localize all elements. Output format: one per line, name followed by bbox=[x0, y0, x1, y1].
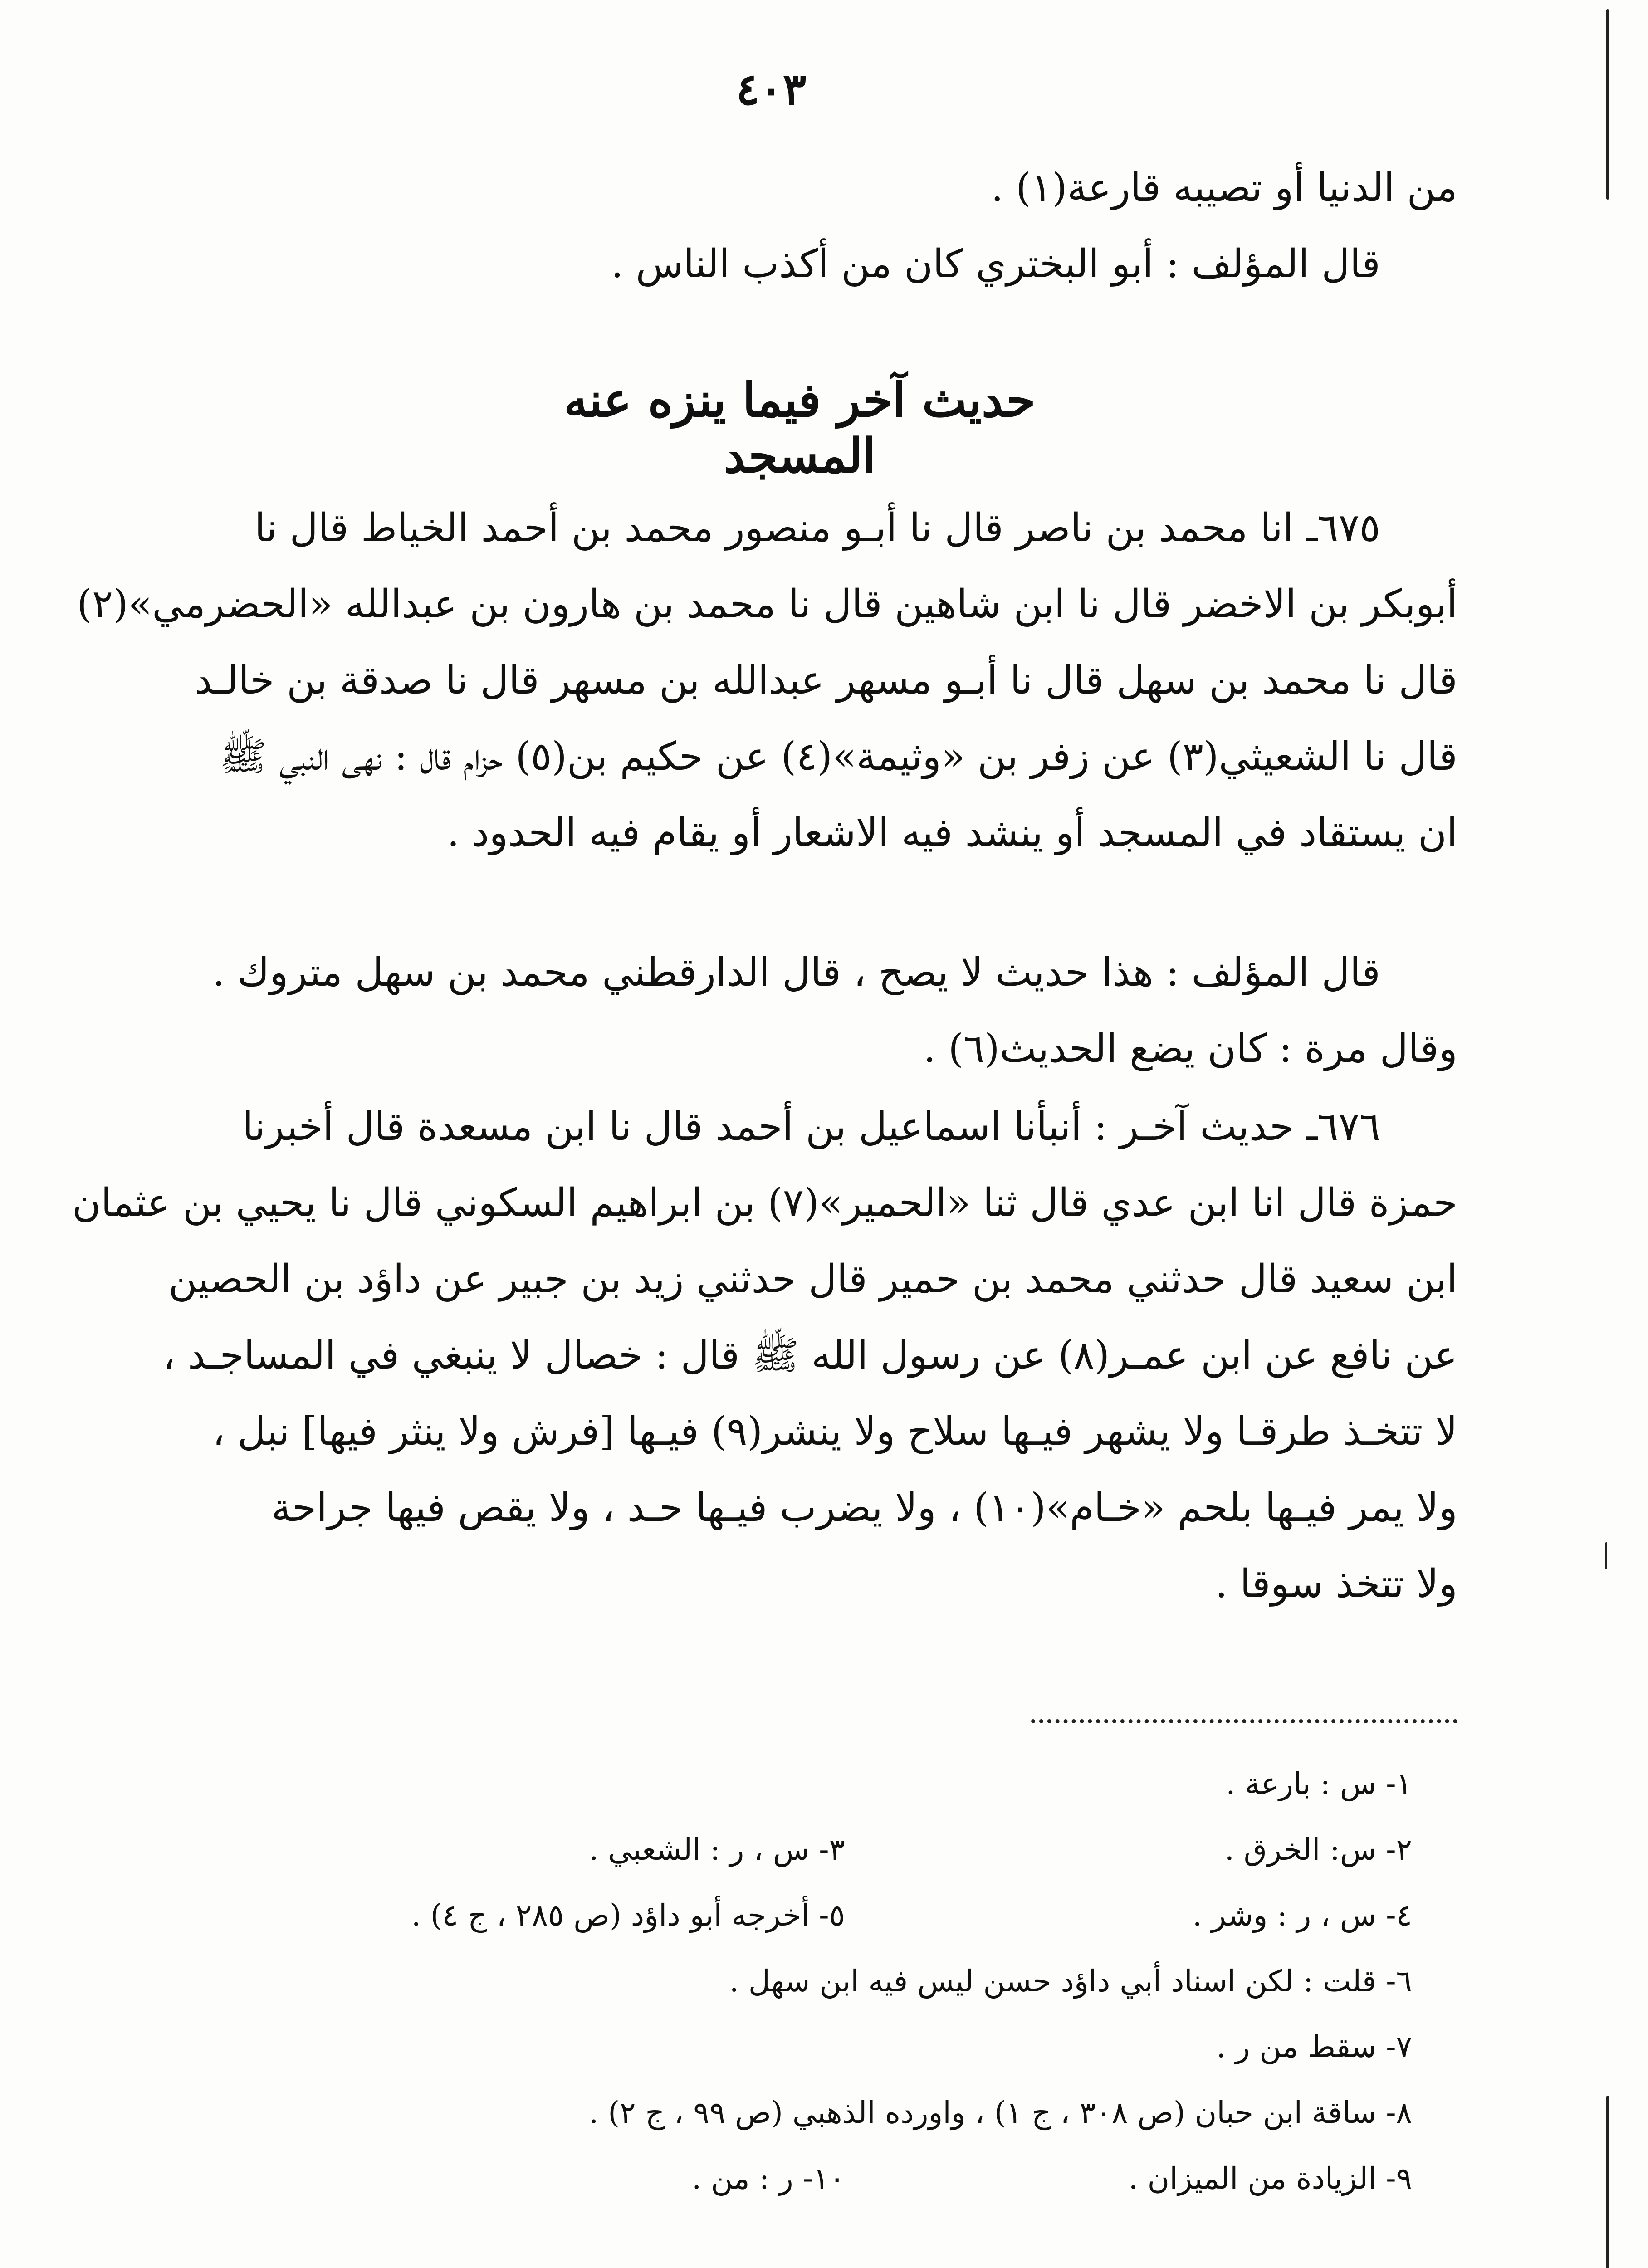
footnotes bbox=[97, 1751, 1412, 2211]
footnote-separator bbox=[1031, 1719, 1457, 1728]
scan-margin-line-top bbox=[1606, 9, 1609, 200]
hadith-676-line-1: ٦٧٦ـ حديث آخـر : أنبأنا اسماعيل بن أحمد قال نا ابن مسعدة قال أخبرنا bbox=[242, 1104, 1380, 1149]
footnote-5: ٥- أخرجه أبو داؤد (ص ٢٨٥ ، ج ٤) . bbox=[411, 1898, 845, 1933]
footnote-6: ٦- قلت : لكن اسناد أبي داؤد حسن ليس فيه ابن سهل . bbox=[729, 1964, 1412, 1999]
footnote-row bbox=[97, 1817, 1412, 1882]
author-comment-line-2: وقال مرة : كان يضع الحديث(٦) . bbox=[923, 1026, 1457, 1071]
hadith-675-line-5: ان يستقاد في المسجد أو ينشد فيه الاشعار أو يقام فيه الحدود . bbox=[447, 810, 1457, 855]
page-number: ٤٠٣ bbox=[736, 64, 807, 115]
footnote-row bbox=[97, 2080, 1412, 2146]
hadith-675-line-1: ٦٧٥ـ انا محمد بن ناصر قال نا أبـو منصور محمد بن أحمد الخياط قال نا bbox=[254, 505, 1380, 551]
footnote-10: ١٠- ر : من . bbox=[692, 2161, 845, 2196]
footnote-row bbox=[97, 1948, 1412, 2014]
footnote-9: ٩- الزيادة من الميزان . bbox=[1128, 2161, 1412, 2196]
footnote-row bbox=[97, 2146, 1412, 2211]
footnote-2: ٢- س: الخرق . bbox=[1224, 1832, 1412, 1867]
intro-line-2: قال المؤلف : أبو البختري كان من أكذب الناس . bbox=[611, 241, 1380, 287]
author-comment-line-1: قال المؤلف : هذا حديث لا يصح ، قال الدارقطني محمد بن سهل متروك . bbox=[212, 950, 1380, 995]
hadith-676-line-4: عن نافع عن ابن عمـر(٨) عن رسول الله ﷺ قال : خصال لا ينبغي في المساجـد ، bbox=[162, 1333, 1457, 1378]
footnote-row bbox=[97, 2014, 1412, 2080]
section-heading: حديث آخر فيما ينزه عنه المسجد bbox=[564, 372, 1036, 484]
hadith-675-line-4: قال نا الشعيثي(٣) عن زفر بن «وثيمة»(٤) عن حكيم بن(٥) حزام قال : نهى النبي ﷺ bbox=[220, 734, 1457, 779]
footnote-row bbox=[97, 1751, 1412, 1817]
hadith-675-paragraph bbox=[77, 490, 1457, 871]
footnote-1: ١- س : بارعة . bbox=[1226, 1766, 1412, 1801]
hadith-676-line-3: ابن سعيد قال حدثني محمد بن حمير قال حدثني زيد بن جبير عن داؤد بن الحصين bbox=[168, 1256, 1457, 1302]
hadith-675-line-3: قال نا محمد بن سهل قال نا أبـو مسهر عبدالله بن مسهر قال نا صدقة بن خالـد bbox=[194, 658, 1457, 703]
footnote-7: ٧- سقط من ر . bbox=[1216, 2029, 1412, 2064]
footnote-3: ٣- س ، ر : الشعبي . bbox=[589, 1832, 845, 1867]
hadith-676-line-2: حمزة قال انا ابن عدي قال ثنا «الحمير»(٧) بن ابراهيم السكوني قال نا يحيي بن عثمان bbox=[72, 1180, 1457, 1226]
scan-margin-mark bbox=[1605, 1542, 1607, 1569]
intro-line-1: من الدنيا أو تصيبه قارعة(١) . bbox=[991, 165, 1457, 210]
hadith-676-line-7: ولا تتخذ سوقا . bbox=[1215, 1561, 1457, 1607]
footnote-8: ٨- ساقة ابن حبان (ص ٣٠٨ ، ج ١) ، واورده الذهبي (ص ٩٩ ، ج ٢) . bbox=[589, 2095, 1412, 2130]
hadith-676-line-5: لا تتخـذ طرقـا ولا يشهر فيـها سلاح ولا ينشر(٩) فيـها [فرش ولا ينثر فيها] نبل ، bbox=[212, 1409, 1457, 1454]
footnote-row bbox=[97, 1882, 1412, 1948]
hadith-676-paragraph bbox=[72, 1089, 1457, 1622]
footnote-4: ٤- س ، ر : وشر . bbox=[1192, 1898, 1412, 1933]
hadith-675-line-2: أبوبكر بن الاخضر قال نا ابن شاهين قال نا محمد بن هارون بن عبدالله «الحضرمي»(٢) bbox=[77, 582, 1457, 627]
hadith-676-line-6: ولا يمر فيـها بلحم «خـام»(١٠) ، ولا يضرب فيـها حـد ، ولا يقص فيها جراحة bbox=[271, 1485, 1457, 1530]
intro-block bbox=[156, 150, 1457, 302]
author-comment-675 bbox=[156, 934, 1457, 1087]
scan-margin-line-bottom bbox=[1606, 2096, 1609, 2268]
